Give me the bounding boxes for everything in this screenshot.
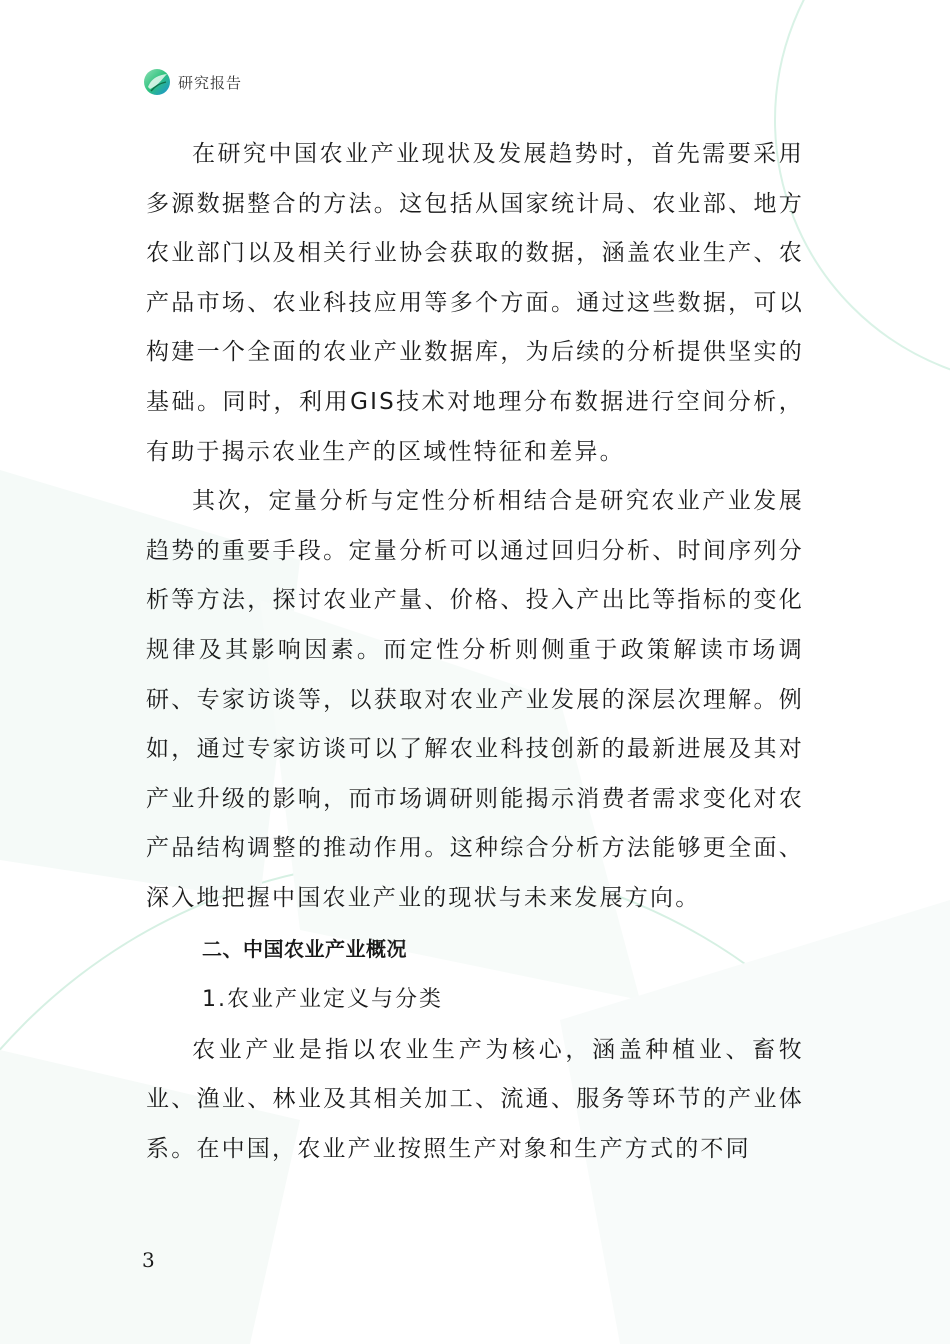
section-heading: 二、中国农业产业概况 xyxy=(202,936,407,961)
subsection-heading: 1.农业产业定义与分类 xyxy=(202,986,443,1012)
page-number: 3 xyxy=(142,1248,155,1272)
document-body xyxy=(146,130,804,1174)
body-paragraph-3: 农业产业是指以农业生产为核心，涵盖种植业、畜牧业、渔业、林业及其相关加工、流通、服务等环节的产业体系。在中国，农业产业按照生产对象和生产方式的不同 xyxy=(146,1036,804,1162)
report-header xyxy=(142,66,242,98)
body-paragraph-1: 在研究中国农业产业现状及发展趋势时，首先需要采用多源数据整合的方法。这包括从国家统计局、农业部、地方农业部门以及相关行业协会获取的数据，涵盖农业生产、农产品市场、农业科技应用等多个方面。通过这些数据，可以构建一个全面的农业产业数据库，为后续的分析提供坚实的基础。同时，利用GIS技术对地理分布数据进行空间分析，有助于揭示农业生产的区域性特征和差异。 xyxy=(146,141,804,465)
body-paragraph-2: 其次，定量分析与定性分析相结合是研究农业产业发展趋势的重要手段。定量分析可以通过回归分析、时间序列分析等方法，探讨农业产量、价格、投入产出比等指标的变化规律及其影响因素。而定性分析则侧重于政策解读市场调研、专家访谈等，以获取对农业产业发展的深层次理解。例如，通过专家访谈可以了解农业科技创新的最新进展及其对产业升级的影响，而市场调研则能揭示消费者需求变化对农产品结构调整的推动作用。这种综合分析方法能够更全面、深入地把握中国农业产业的现状与未来发展方向。 xyxy=(146,488,804,911)
leaf-globe-logo-icon xyxy=(142,67,172,97)
header-title: 研究报告 xyxy=(178,73,243,92)
